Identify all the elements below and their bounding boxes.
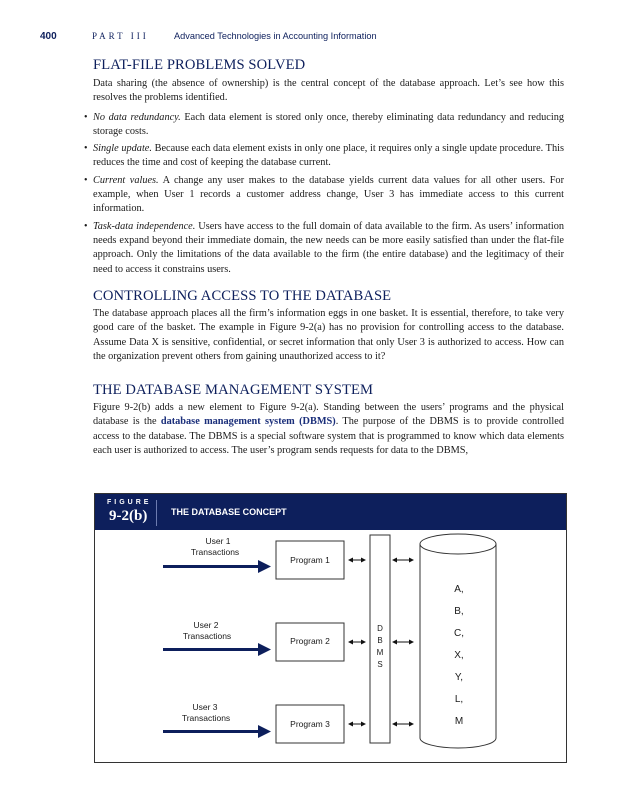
user1-arrow [163,560,271,573]
database-item: A, [454,584,464,595]
figure-database-concept [94,493,567,763]
running-header [40,31,599,45]
database-item: M [454,716,464,727]
bullet-icon: • [84,111,88,123]
paragraph: The database approach places all the firm’s information eggs in one basket. It is essential, therefore, to take very good care of the basket. The example in Figure 9-2(a) has no provision for controlling access to the database. Assume Data X is sensitive, confidential, or secret information that only User 3 is authorized to access. How can the organization prevent others from gaining unauthorized access to it? [93,308,564,362]
database-item: C, [454,628,464,639]
paragraph: Data sharing (the absence of ownership) is the central concept of the database approach. Let’s see how this resolves the problems identified. [93,78,564,104]
section-heading: CONTROLLING ACCESS TO THE DATABASE [93,288,392,304]
section-heading: FLAT-FILE PROBLEMS SOLVED [93,57,306,73]
bullet-list [84,111,564,277]
user-label: User 2 [193,620,219,630]
transactions-label: Transactions [190,547,240,557]
transactions-label: Transactions [182,631,232,641]
database-item: L, [454,694,464,705]
dbms-term: database management system (DBMS) [160,416,336,428]
user2-arrow [163,643,271,656]
figure-divider [156,500,157,526]
running-title: Advanced Technologies in Accounting Information [174,31,377,41]
database-item: Y, [454,672,464,683]
diagram [95,530,566,762]
section-controlling-access [93,288,564,364]
user-label: User 1 [205,536,231,546]
list-item: • No data redundancy. Each data element is stored only once, thereby eliminating data redundancy and reducing storage costs. [84,111,564,137]
figure-header-band [95,494,566,530]
figure-title: THE DATABASE CONCEPT [171,507,287,517]
database-item: B, [454,606,464,617]
bullet-icon: • [84,143,88,155]
paragraph: Figure 9-2(b) adds a new element to Figure 9-2(a). Standing between the users’ programs and the physical database is the database management system (DBMS). The purpose of the DBMS is to provide controlled access to the database. The DBMS is a special software system that is programmed to know which data elements each user is authorized to access. The user’s program sends requests for data to the DBMS, [93,402,564,456]
bullet-icon: • [84,220,88,232]
list-item: • Current values. A change any user makes to the database yields current data values for all other users. For example, when User 1 records a customer address change, User 3 has immediate access to this current information. [84,174,564,215]
database-item: X, [454,650,464,661]
program-label: Program 1 [290,555,330,565]
section-flat-file [84,57,564,277]
dbms-letter: S [377,660,383,669]
page-number: 400 [40,31,57,42]
section-heading: THE DATABASE MANAGEMENT SYSTEM [93,382,374,398]
program-label: Program 3 [290,719,330,729]
user-label: User 3 [192,702,218,712]
dbms-letter: B [377,636,383,645]
bullet-icon: • [84,174,88,186]
list-item: • Single update. Because each data element exists in only one place, it requires only a single update procedure. This reduces the time and cost of keeping the database current. [84,143,564,169]
figure-label: FIGURE [107,499,152,506]
section-dbms [93,382,564,458]
list-item: • Task-data independence. Users have access to the full domain of data available to the firm. As users’ information needs expand beyond their immediate domain, the new needs can be more easily satisfied than under the flat-file approach. Only the limitations of the data available to the firm (the entire database) and the legitimacy of their need to access it constrains users. [84,220,564,275]
program-label: Program 2 [290,636,330,646]
part-label: PART III [92,31,149,41]
figure-number: 9-2(b) [109,508,148,524]
transactions-label: Transactions [181,713,231,723]
dbms-letter: M [376,648,384,657]
dbms-letter: D [377,624,383,633]
user3-arrow [163,725,271,738]
